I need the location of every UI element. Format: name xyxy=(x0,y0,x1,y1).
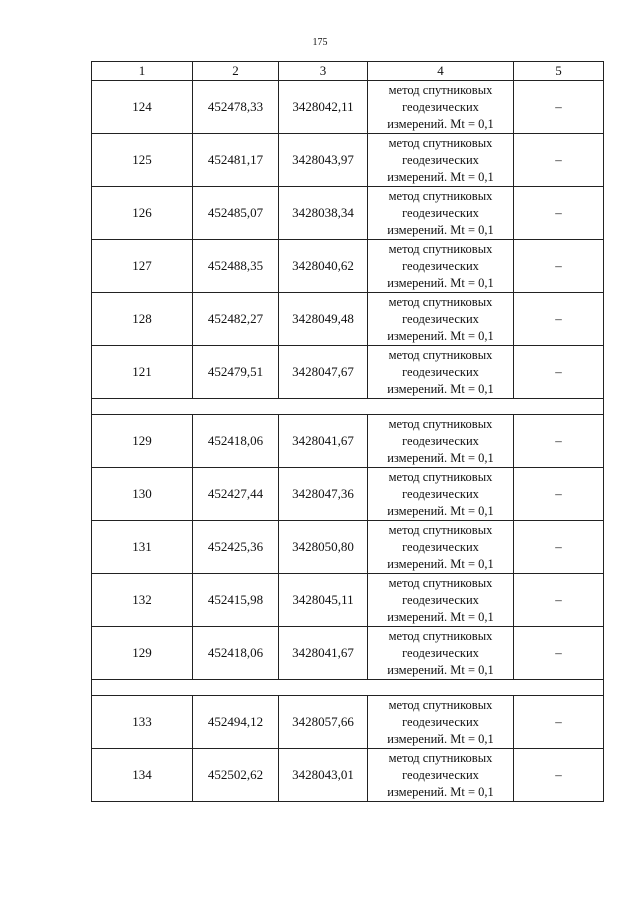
point-number-cell: 121 xyxy=(92,346,193,399)
method-text-line: измерений. Mt = 0,1 xyxy=(387,556,494,571)
table-row xyxy=(92,468,604,521)
point-number-cell: 127 xyxy=(92,240,193,293)
method-text-line: измерений. Mt = 0,1 xyxy=(387,450,494,465)
method-cell xyxy=(368,749,514,802)
table-row xyxy=(92,346,604,399)
point-number-cell: 130 xyxy=(92,468,193,521)
x-coordinate-cell: 452488,35 xyxy=(193,240,279,293)
method-text-line: геодезических xyxy=(402,645,479,660)
method-text-line: геодезических xyxy=(402,364,479,379)
group-separator-row xyxy=(92,399,604,415)
x-coordinate-cell: 452415,98 xyxy=(193,574,279,627)
method-text-line: измерений. Mt = 0,1 xyxy=(387,609,494,624)
column-5-cell: – xyxy=(514,468,604,521)
point-number-cell: 133 xyxy=(92,696,193,749)
column-header-2: 2 xyxy=(193,62,279,81)
point-number-cell: 132 xyxy=(92,574,193,627)
column-5-cell: – xyxy=(514,521,604,574)
method-text-line: метод спутниковых xyxy=(388,416,493,431)
method-text-line: метод спутниковых xyxy=(388,135,493,150)
method-text-line: метод спутниковых xyxy=(388,241,493,256)
method-text-line: метод спутниковых xyxy=(388,522,493,537)
table-row xyxy=(92,749,604,802)
method-cell xyxy=(368,240,514,293)
method-text-line: геодезических xyxy=(402,539,479,554)
header-row xyxy=(92,62,604,81)
point-number-cell: 129 xyxy=(92,627,193,680)
method-cell xyxy=(368,81,514,134)
point-number-cell: 134 xyxy=(92,749,193,802)
x-coordinate-cell: 452418,06 xyxy=(193,627,279,680)
point-number-cell: 131 xyxy=(92,521,193,574)
method-text-line: метод спутниковых xyxy=(388,628,493,643)
column-header-1: 1 xyxy=(92,62,193,81)
column-5-cell: – xyxy=(514,574,604,627)
table-body xyxy=(92,62,604,802)
table-row xyxy=(92,521,604,574)
y-coordinate-cell: 3428049,48 xyxy=(279,293,368,346)
method-text-line: метод спутниковых xyxy=(388,294,493,309)
method-text-line: метод спутниковых xyxy=(388,575,493,590)
y-coordinate-cell: 3428057,66 xyxy=(279,696,368,749)
method-text-line: геодезических xyxy=(402,205,479,220)
method-text-line: метод спутниковых xyxy=(388,750,493,765)
x-coordinate-cell: 452418,06 xyxy=(193,415,279,468)
table-row xyxy=(92,134,604,187)
y-coordinate-cell: 3428041,67 xyxy=(279,415,368,468)
method-text-line: измерений. Mt = 0,1 xyxy=(387,328,494,343)
method-cell xyxy=(368,521,514,574)
table-row xyxy=(92,696,604,749)
method-text-line: метод спутниковых xyxy=(388,188,493,203)
table-row xyxy=(92,240,604,293)
y-coordinate-cell: 3428041,67 xyxy=(279,627,368,680)
method-cell xyxy=(368,293,514,346)
method-text-line: геодезических xyxy=(402,486,479,501)
y-coordinate-cell: 3428050,80 xyxy=(279,521,368,574)
method-text-line: измерений. Mt = 0,1 xyxy=(387,381,494,396)
column-5-cell: – xyxy=(514,346,604,399)
method-text-line: измерений. Mt = 0,1 xyxy=(387,116,494,131)
method-text-line: метод спутниковых xyxy=(388,82,493,97)
x-coordinate-cell: 452502,62 xyxy=(193,749,279,802)
group-separator-cell xyxy=(92,399,604,415)
method-text-line: измерений. Mt = 0,1 xyxy=(387,169,494,184)
method-cell xyxy=(368,134,514,187)
page-number: 175 xyxy=(312,37,328,48)
point-number-cell: 128 xyxy=(92,293,193,346)
x-coordinate-cell: 452485,07 xyxy=(193,187,279,240)
column-5-cell: – xyxy=(514,293,604,346)
column-5-cell: – xyxy=(514,187,604,240)
group-separator-cell xyxy=(92,680,604,696)
x-coordinate-cell: 452478,33 xyxy=(193,81,279,134)
method-text-line: измерений. Mt = 0,1 xyxy=(387,275,494,290)
method-text-line: геодезических xyxy=(402,152,479,167)
table-row xyxy=(92,293,604,346)
y-coordinate-cell: 3428047,67 xyxy=(279,346,368,399)
method-cell xyxy=(368,187,514,240)
method-text-line: измерений. Mt = 0,1 xyxy=(387,731,494,746)
method-text-line: измерений. Mt = 0,1 xyxy=(387,784,494,799)
method-text-line: измерений. Mt = 0,1 xyxy=(387,503,494,518)
group-separator-row xyxy=(92,680,604,696)
column-5-cell: – xyxy=(514,81,604,134)
method-cell xyxy=(368,468,514,521)
column-5-cell: – xyxy=(514,749,604,802)
table-row xyxy=(92,574,604,627)
y-coordinate-cell: 3428047,36 xyxy=(279,468,368,521)
method-text-line: метод спутниковых xyxy=(388,697,493,712)
column-5-cell: – xyxy=(514,415,604,468)
method-cell xyxy=(368,346,514,399)
method-text-line: измерений. Mt = 0,1 xyxy=(387,222,494,237)
column-5-cell: – xyxy=(514,627,604,680)
point-number-cell: 129 xyxy=(92,415,193,468)
method-text-line: геодезических xyxy=(402,311,479,326)
point-number-cell: 126 xyxy=(92,187,193,240)
y-coordinate-cell: 3428040,62 xyxy=(279,240,368,293)
y-coordinate-cell: 3428038,34 xyxy=(279,187,368,240)
y-coordinate-cell: 3428043,97 xyxy=(279,134,368,187)
table-row xyxy=(92,415,604,468)
x-coordinate-cell: 452481,17 xyxy=(193,134,279,187)
method-text-line: геодезических xyxy=(402,592,479,607)
y-coordinate-cell: 3428042,11 xyxy=(279,81,368,134)
method-cell xyxy=(368,696,514,749)
method-text-line: геодезических xyxy=(402,433,479,448)
y-coordinate-cell: 3428045,11 xyxy=(279,574,368,627)
column-5-cell: – xyxy=(514,696,604,749)
column-header-4: 4 xyxy=(368,62,514,81)
method-cell xyxy=(368,415,514,468)
table-row xyxy=(92,627,604,680)
method-text-line: геодезических xyxy=(402,258,479,273)
column-5-cell: – xyxy=(514,134,604,187)
y-coordinate-cell: 3428043,01 xyxy=(279,749,368,802)
method-text-line: геодезических xyxy=(402,714,479,729)
x-coordinate-cell: 452494,12 xyxy=(193,696,279,749)
x-coordinate-cell: 452427,44 xyxy=(193,468,279,521)
method-text-line: геодезических xyxy=(402,99,479,114)
x-coordinate-cell: 452425,36 xyxy=(193,521,279,574)
table-row xyxy=(92,81,604,134)
method-text-line: измерений. Mt = 0,1 xyxy=(387,662,494,677)
method-cell xyxy=(368,627,514,680)
method-text-line: метод спутниковых xyxy=(388,347,493,362)
method-text-line: геодезических xyxy=(402,767,479,782)
point-number-cell: 125 xyxy=(92,134,193,187)
method-cell xyxy=(368,574,514,627)
method-text-line: метод спутниковых xyxy=(388,469,493,484)
table-row xyxy=(92,187,604,240)
column-5-cell: – xyxy=(514,240,604,293)
column-header-5: 5 xyxy=(514,62,604,81)
point-number-cell: 124 xyxy=(92,81,193,134)
x-coordinate-cell: 452482,27 xyxy=(193,293,279,346)
coordinates-table xyxy=(91,61,604,802)
column-header-3: 3 xyxy=(279,62,368,81)
x-coordinate-cell: 452479,51 xyxy=(193,346,279,399)
